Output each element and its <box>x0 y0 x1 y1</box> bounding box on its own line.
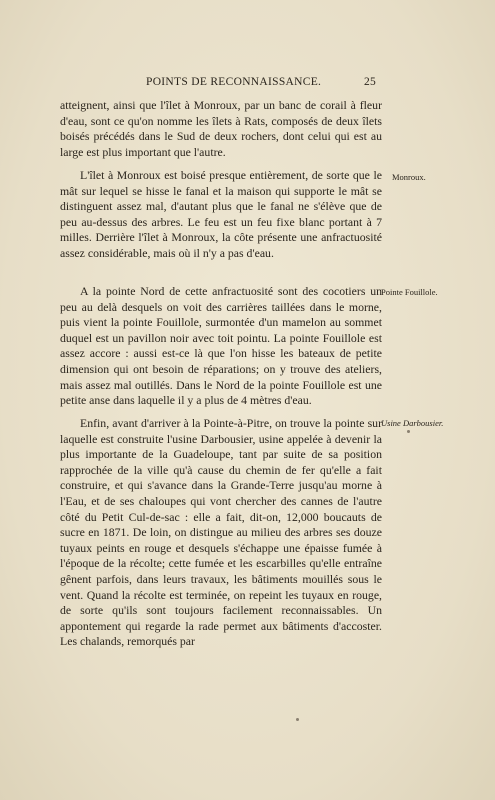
margin-note-usine-darbousier: Usine Darbousier. <box>381 418 444 428</box>
running-title: POINTS DE RECONNAISSANCE. <box>146 76 322 88</box>
paragraph-2 <box>60 168 382 262</box>
paper-speck <box>407 430 410 433</box>
paragraph-2-text: L'îlet à Monroux est boisé presque entièrement, de sorte que le mât sur lequel se hisse le fanal et la maison qui supporte le mât se distinguent assez mal, d'autant plus que le fanal ne s'élève que de peu au-dessus des arbres. Le feu est un feu fixe blanc portant à 7 milles. Derrière l'îlet à Monroux, la côte présente une anfractuosité assez considérable, mais où il n'y a pas d'eau. <box>60 168 382 260</box>
margin-note-monroux: Monroux. <box>392 172 426 182</box>
paragraph-1 <box>60 98 382 160</box>
paragraph-4 <box>60 416 382 650</box>
paragraph-1-text: atteignent, ainsi que l'îlet à Monroux, par un banc de corail à fleur d'eau, sont ce qu'on nomme les îlets à Rats, composés de deux îlets boisés précédés dans le Sud de deux rochers, dont celui qui est au large est plus important que l'autre. <box>60 98 382 159</box>
margin-note-pointe-fouillole: Pointe Fouillole. <box>381 287 438 297</box>
paragraph-4-text: Enfin, avant d'arriver à la Pointe-à-Pitre, on trouve la pointe sur laquelle est construite l'usine Darbousier, usine appelée à devenir la plus importante de la Guadeloupe, tant par suite de sa position rapprochée de la ville qu'à cause du chemin de fer qu'elle a fait construire, et qui s'avance dans la Grande-Terre jusqu'au morne à l'Eau, et de ses chaloupes qui vont chercher des cannes de l'autre côté du Petit Cul-de-sac : elle a fait, dit-on, 12,000 boucauts de sucre en 1871. De loin, on distingue au milieu des arbres ses douze tuyaux peints en rouge et desquels s'échappe une épaisse fumée à l'époque de la récolte; cette fumée et les escarbilles qu'elle entraîne gênent parfois, dans leurs travaux, les bâtiments mouillés sous le vent. Quand la récolte est terminée, on repeint les tuyaux en rouge, de sorte qu'ils sont toujours facilement reconnaissables. Un appontement qui regarde la rade permet aux bâtiments d'accoster. Les chalands, remorqués par <box>60 416 382 649</box>
paragraph-3 <box>60 284 382 409</box>
paper-speck <box>296 718 299 721</box>
paragraph-3-text: A la pointe Nord de cette anfractuosité sont des cocotiers un peu au delà desquels on voit des carrières taillées dans le morne, puis vient la pointe Fouillole, surmontée d'un mamelon au sommet duquel est un pavillon noir avec toit pointu. La pointe Fouillole est assez accore : aussi est-ce là que l'on hisse les bateaux de petite dimension qui ont besoin de réparations; on y trouve des ateliers, mais assez mal outillés. Dans le Nord de la pointe Fouillole est une petite anse dans laquelle il y a plus de 4 mètres d'eau. <box>60 284 382 408</box>
page-number: 25 <box>364 76 377 88</box>
